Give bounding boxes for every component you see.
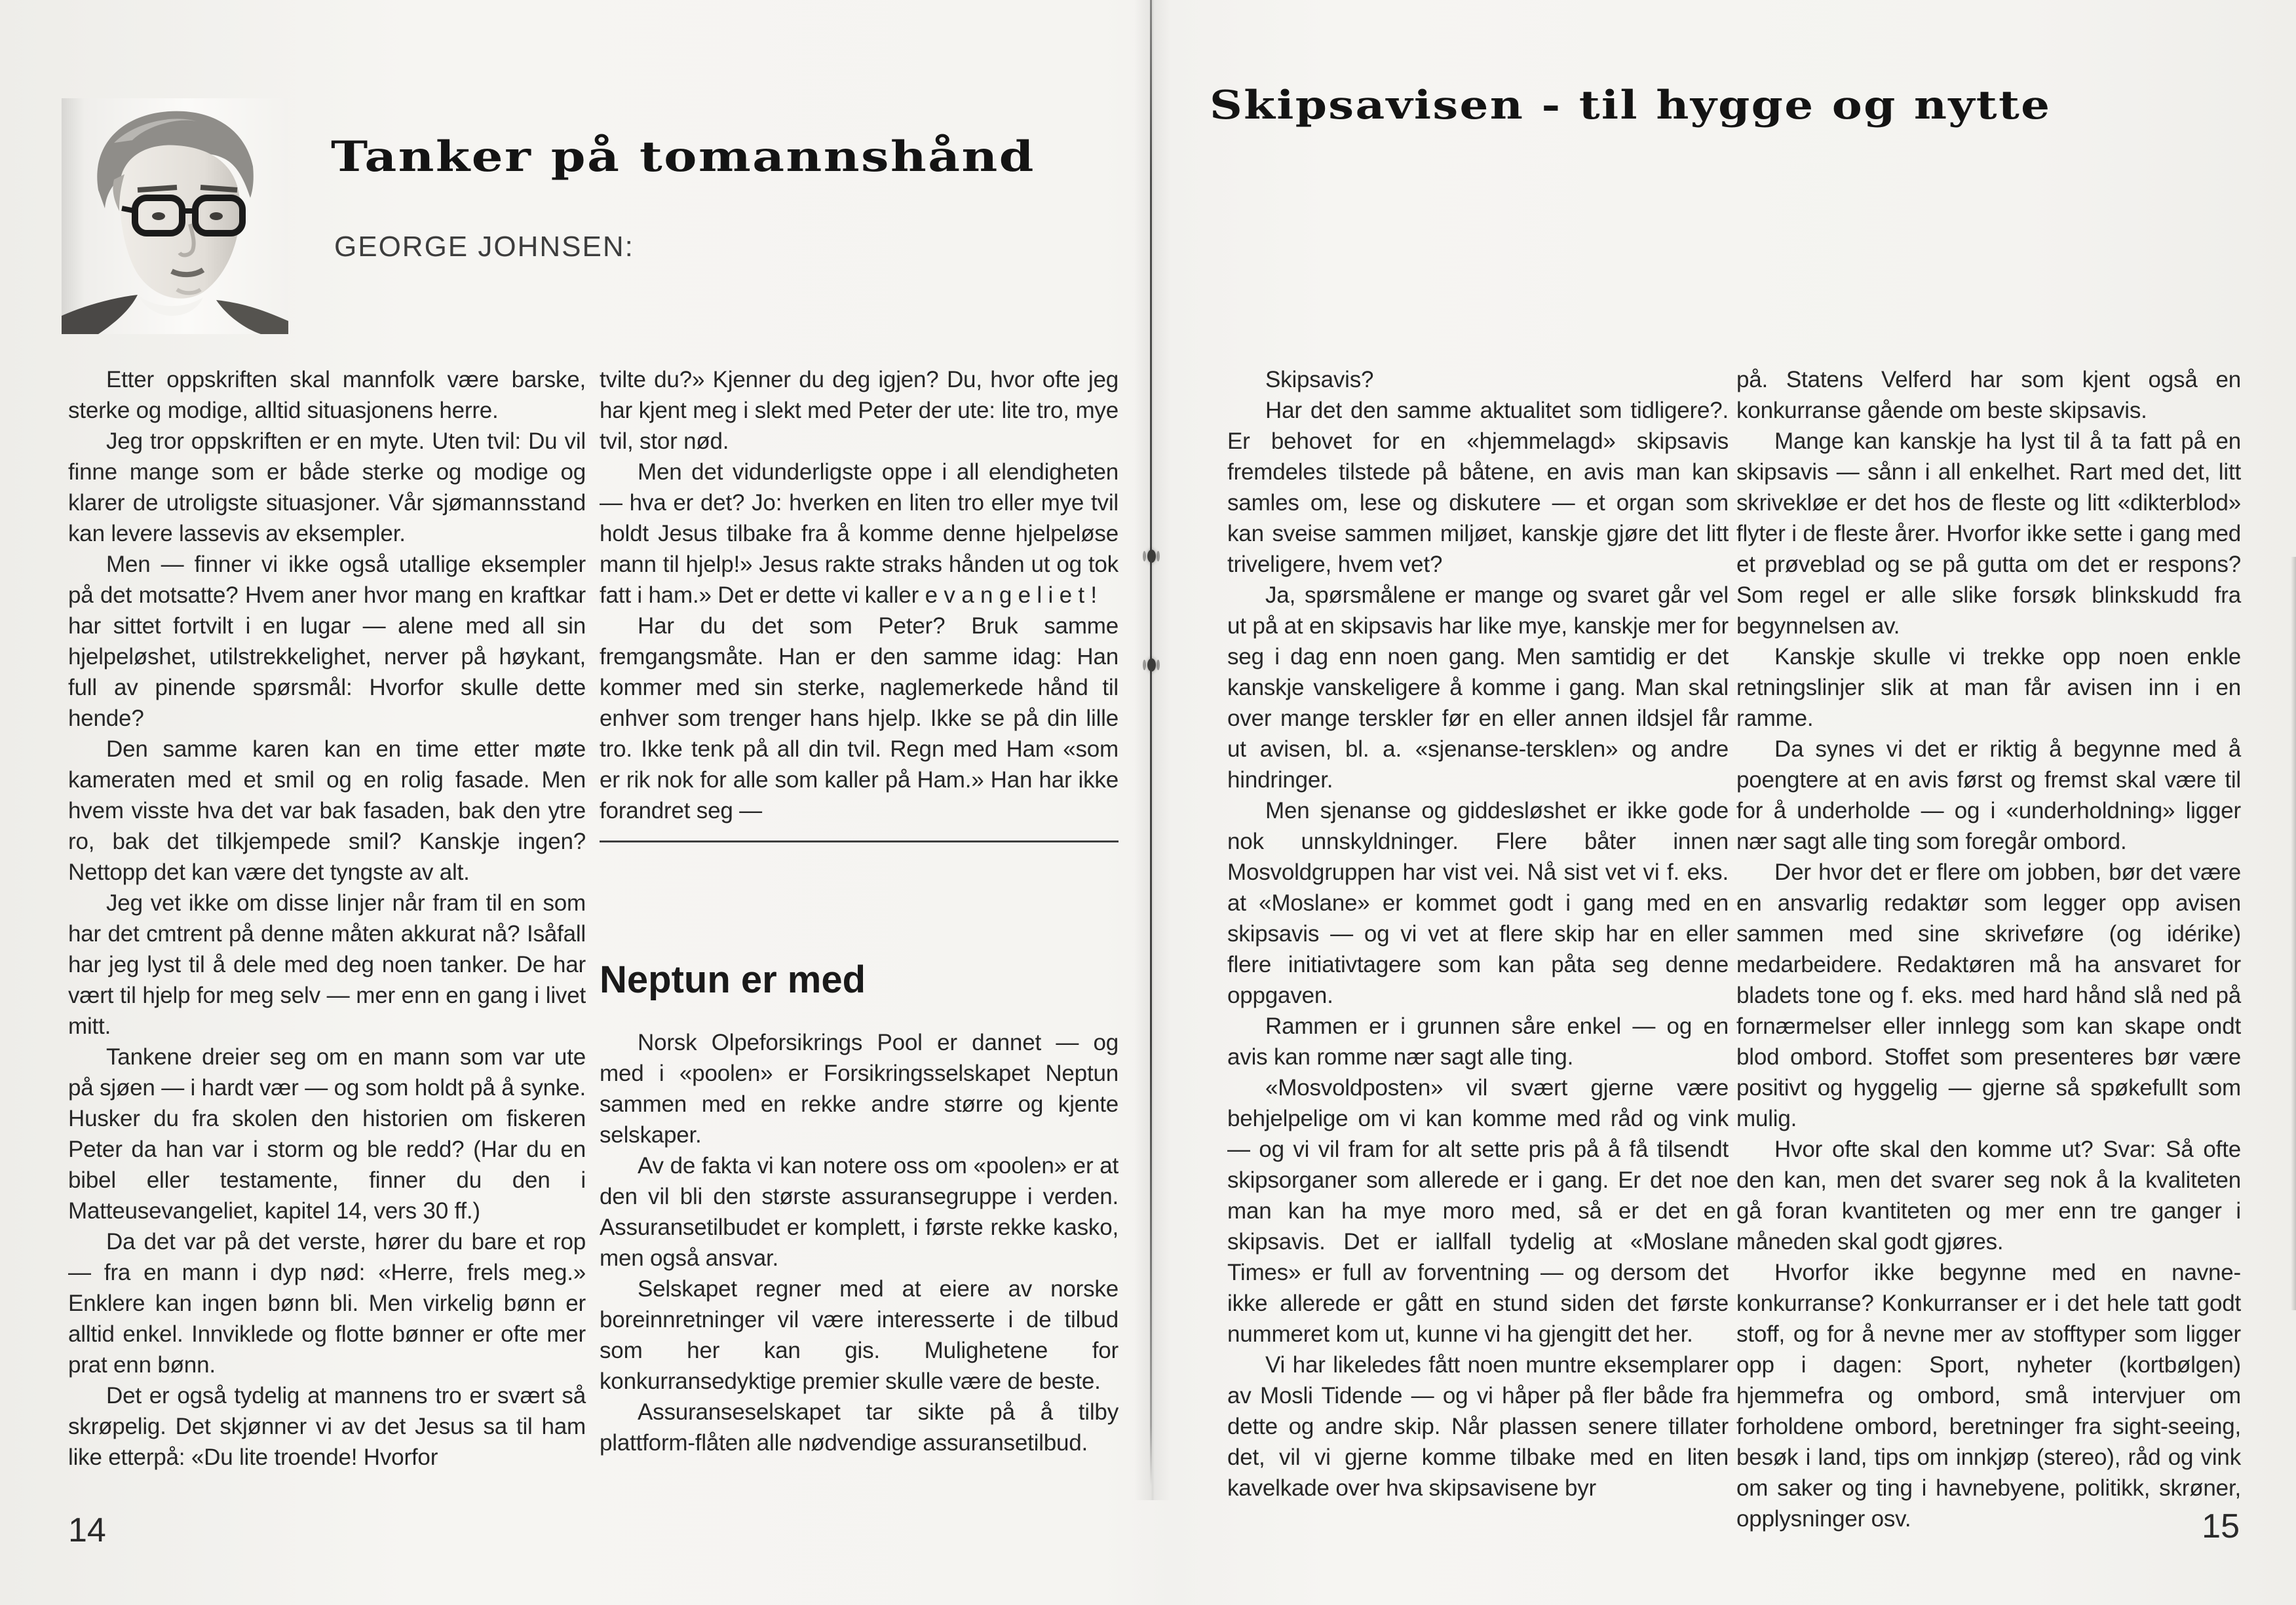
article-title-right: Skipsavisen - til hygge og nytte <box>1210 83 2052 128</box>
paragraph: Vi har likeledes fått noen muntre eksemplarer av Mosli Tidende — og vi håper på fler både fra dette og andre skip. Når plassen senere tillater det, vil vi gjerne komme tilbake med en liten kavelkade over hva skipsavisene byr <box>1227 1352 1729 1501</box>
page-gutter <box>1134 0 1171 1500</box>
paragraph: Da det var på det verste, hører du bare et rop — fra en mann i dyp nød: «Herre, frels meg.» Enklere kan ingen bønn bli. Men virkelig bønn er alltid enkel. Innviklede og flotte bønner er ofte mer prat enn bønn. <box>68 1229 586 1378</box>
paragraph: Da synes vi det er riktig å begynne med å poengtere at en avis først og fremst skal være til for å underholde — og i «underholdning» ligger nær sagt alle ting som foregår ombord. <box>1736 736 2241 854</box>
staple-mark <box>1143 654 1160 676</box>
paragraph: Kanskje skulle vi trekke opp noen enkle retningslinjer slik at man får avisen inn i en ramme. <box>1736 644 2241 731</box>
paragraph: Selskapet regner med at eiere av norske boreinnretninger vil være interesserte i de tilbud som her kan gis. Mulighetene for konkurransedyktige premier skulle være de beste. <box>600 1276 1119 1394</box>
paragraph: Det er også tydelig at mannens tro er svært så skrøpelig. Det skjønner vi av det Jesus sa til ham like etterpå: «Du lite troende! Hvorfor <box>68 1383 586 1470</box>
paragraph: Hvor ofte skal den komme ut? Svar: Så ofte den kan, men det svarer seg nok å la kvaliteten gå foran kvantiteten og mer enn tre ganger i måneden skal godt gjøres. <box>1736 1137 2241 1255</box>
paragraph: Har du det som Peter? Bruk samme fremgangsmåte. Han er den samme idag: Han kommer med sin sterke, naglemerkede hånd til enhver som trenger hans hjelp. Ikke se på din lille tro. Ikke tenk på all din tvil. Regn med Ham «som er rik nok for alle som kaller på Ham.» Han har ikke forandret seg — <box>600 613 1119 823</box>
paragraph: Av de fakta vi kan notere oss om «poolen» er at den vil bli den største assuransegruppe i verden. Assuransetilbudet er komplett, i første rekke kasko, men også ansvar. <box>600 1153 1119 1271</box>
paragraph: Etter oppskriften skal mannfolk være barske, sterke og modige, alltid situasjonens herre. <box>68 367 586 423</box>
paragraph: Norsk Olpeforsikrings Pool er dannet — og med i «poolen» er Forsikringsselskapet Neptun sammen med en rekke andre større og kjente selskaper. <box>600 1030 1119 1148</box>
second-article-body <box>600 1027 1119 1458</box>
right-column-2 <box>1736 364 2241 1534</box>
paragraph: Rammen er i grunnen såre enkel — og en avis kan romme nær sagt alle ting. <box>1227 1013 1729 1070</box>
paragraph: på. Statens Velferd har som kjent også en konkurranse gående om beste skipsavis. <box>1736 367 2241 423</box>
second-article-title: Neptun er med <box>600 958 866 1001</box>
paragraph: Ja, spørsmålene er mange og svaret går vel ut på at en skipsavis har like mye, kanskje mer for seg i dag enn noen gang. Men samtidig er det kanskje vanskeligere å komme i gang. Man skal over mange terskler før en eller annen ildsjel får ut avisen, bl. a. «sjenanse-tersklen» og andre hindringer. <box>1227 582 1729 793</box>
page-number-right: 15 <box>2202 1507 2240 1545</box>
paragraph: Der hvor det er flere om jobben, bør det være en ansvarlig redaktør som legger opp avisen sammen med sine skriveføre (og idérike) medarbeidere. Redaktøren må ha ansvaret for bladets tone og f. eks. med hard hånd slå ned på fornærmelser eller innlegg som kan skape ondt blod ombord. Stoffet som presenteres bør være positivt og hyggelig — gjerne så spøkefullt som mulig. <box>1736 859 2241 1131</box>
paragraph: Men sjenanse og giddesløshet er ikke gode nok unnskyldninger. Flere båter innen Mosvoldgruppen har vist vei. Nå sist vet vi f. eks. at «Moslane» er kommet godt i gang med en skipsavis — og vi vet at flere skip har en eller flere initiativtagere som kan påta seg denne oppgaven. <box>1227 798 1729 1008</box>
paragraph: Skipsavis? <box>1265 367 1374 392</box>
paragraph: Jeg tror oppskriften er en myte. Uten tvil: Du vil finne mange som er både sterke og modige og klarer de utroligste situasjoner. Vår sjømannsstand kan levere lassevis av eksempler. <box>68 428 586 546</box>
paragraph: Men — finner vi ikke også utallige eksempler på det motsatte? Hvem aner hvor mang en kraftkar har sittet fortvilt i en lugar — alene med all sin hjelpeløshet, utilstrekkelighet, nerver på høykant, full av pinende spørsmål: Hvorfor skulle dette hende? <box>68 552 586 731</box>
paragraph: Assuranseselskapet tar sikte på å tilby plattform-flåten alle nødvendige assuransetilbud. <box>600 1399 1119 1456</box>
paragraph: tvilte du?» Kjenner du deg igjen? Du, hvor ofte jeg har kjent meg i slekt med Peter der ute: lite tro, mye tvil, stor nød. <box>600 367 1119 454</box>
byline: GEORGE JOHNSEN: <box>334 231 634 263</box>
paragraph: Har det den samme aktualitet som tidligere?. Er behovet for en «hjemmelagd» skipsavis fremdeles tilstede på båtene, en avis man kan samles om, lese og diskutere — et organ som kan sveise sammen miljøet, kanskje gjøre det litt triveligere, hvem vet? <box>1227 398 1729 577</box>
staple-mark <box>1143 545 1160 567</box>
article-title-left: Tanker på tomannshånd <box>331 132 1035 181</box>
paragraph: «Mosvoldposten» vil svært gjerne være behjelpelige om vi kan komme med råd og vink — og vi vil fram for alt sette pris på å få tilsendt skipsorganer som allerede er i gang. Er det noe man kan ha mye moro med, så er det en skipsavis. Det er iallfall tydelig at «Moslane Times» er full av forventning — og dersom det ikke allerede er gått en stund siden det første nummeret kom ut, kunne vi ha gjengitt det her. <box>1227 1075 1729 1347</box>
author-photo <box>62 98 288 334</box>
page-number-left: 14 <box>68 1511 106 1549</box>
left-column-2 <box>600 364 1119 1458</box>
left-column-1 <box>68 364 586 1473</box>
right-column-1 <box>1227 364 1729 1503</box>
section-divider <box>600 840 1119 842</box>
paragraph: Mange kan kanskje ha lyst til å ta fatt på en skipsavis — sånn i all enkelhet. Rart med det, litt skrivekløe er det hos de fleste og litt «dikterblod» flyter i de fleste årer. Hvorfor ikke sette i gang med et prøveblad og se på gutta om det er respons? Som regel er alle slike forsøk blinkskudd fra begynnelsen av. <box>1736 428 2241 639</box>
paragraph: Den samme karen kan en time etter møte kameraten med et smil og en rolig fasade. Men hvem visste hva det var bak fasaden, bak den ytre ro, bak det tilkjempede smil? Kanskje ingen? Nettopp det kan være det tyngste av alt. <box>68 736 586 885</box>
scan-edge-shadow <box>2291 557 2296 1310</box>
gutter-line <box>1150 0 1152 1486</box>
paragraph: Hvorfor ikke begynne med en navne-konkurranse? Konkurranser er i det hele tatt godt stoff, og for å nevne mer av stofftyper som ligger opp i dagen: Sport, nyheter (kortbølgen) hjemmefra og ombord, små intervjuer om forholdene ombord, beretninger fra sight-seeing, besøk i land, tips om innkjøp (stereo), råd og vink om saker og ting i havnebyene, politikk, skrøner, opplysninger osv. <box>1736 1260 2241 1532</box>
article-continuation <box>600 364 1119 826</box>
paragraph: Tankene dreier seg om en mann som var ute på sjøen — i hardt vær — og som holdt på å synke. Husker du fra skolen den historien om fiskeren Peter da han var i storm og ble redd? (Har du en bibel eller testamente, finner du den i Matteusevangeliet, kapitel 14, vers 30 ff.) <box>68 1044 586 1224</box>
paragraph: Men det vidunderligste oppe i all elendigheten — hva er det? Jo: hverken en liten tro eller mye tvil holdt Jesus tilbake fra å komme denne hjelpeløse mann til hjelp!» Jesus rakte straks hånden ut og tok fatt i ham.» Det er dette vi kaller e v a n g e l i e t ! <box>600 459 1119 608</box>
paragraph: Jeg vet ikke om disse linjer når fram til en som har det cmtrent på denne måten akkurat nå? Isåfall har jeg lyst til å dele med deg noen tanker. De har vært til hjelp for meg selv — mer enn en gang i livet mitt. <box>68 890 586 1039</box>
